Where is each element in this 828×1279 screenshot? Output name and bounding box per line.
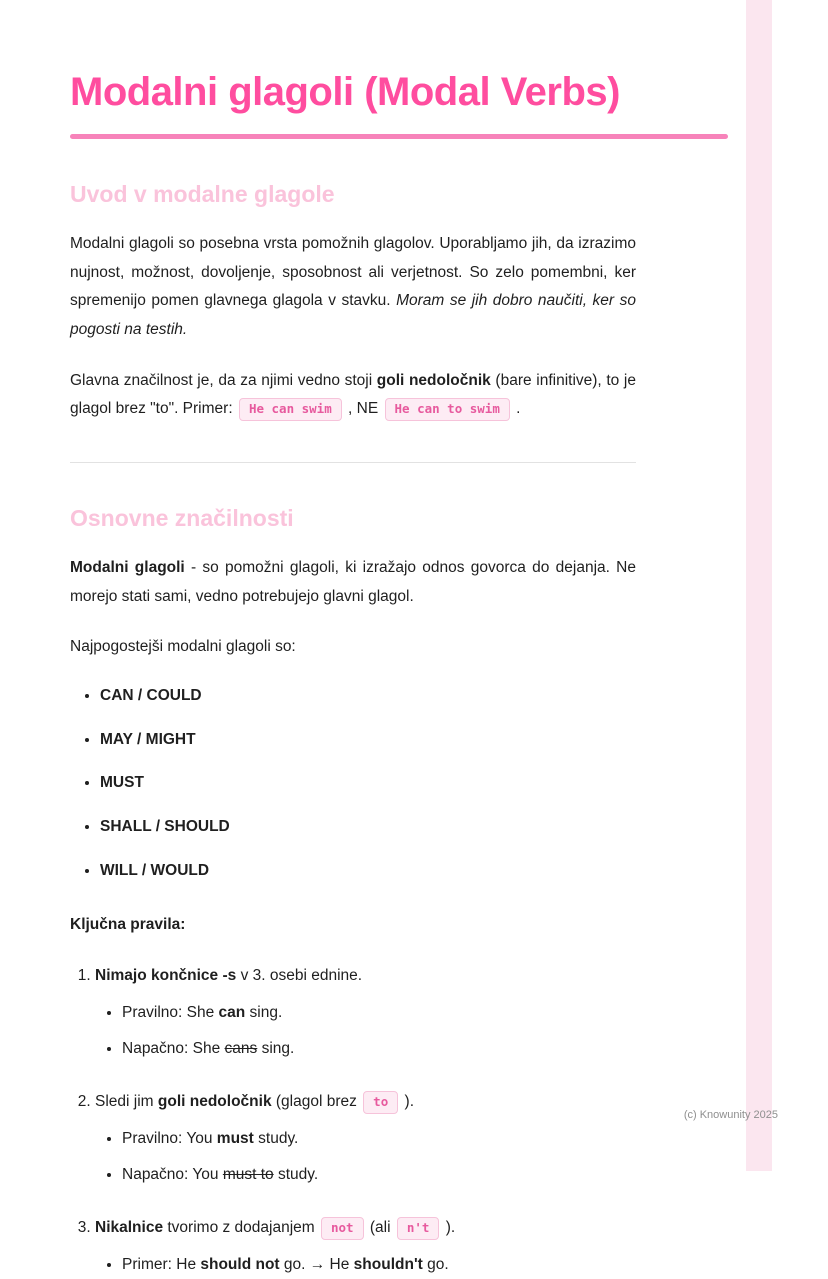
bold-text-run: shouldn't bbox=[353, 1255, 423, 1273]
text-run: tvorimo z dodajanjem bbox=[163, 1219, 319, 1237]
example-wrong bbox=[122, 1035, 636, 1064]
bold-text-run: goli nedoločnik bbox=[157, 1093, 272, 1111]
rule-item-3 bbox=[95, 1214, 636, 1279]
strikethrough-text-run: must to bbox=[222, 1166, 274, 1184]
example-correct bbox=[122, 1125, 636, 1154]
basics-paragraph-1 bbox=[70, 554, 636, 611]
code-chip-he-can-swim: He can swim bbox=[239, 398, 342, 421]
basics-paragraph-2: Najpogostejši modalni glagoli so: bbox=[70, 638, 296, 656]
list-item-must: • MUST bbox=[100, 769, 636, 798]
code-chip-to: to bbox=[363, 1091, 398, 1114]
text-run: study. bbox=[253, 1129, 299, 1147]
section-divider bbox=[70, 462, 636, 463]
rules-heading: Ključna pravila: bbox=[70, 916, 186, 934]
italic-text-run: Moram se jih dobro naučiti, ker so pogosti na testih. bbox=[70, 292, 636, 339]
text-run: ). bbox=[400, 1093, 415, 1111]
list-item-may-might: • MAY / MIGHT bbox=[100, 726, 636, 755]
text-run: - so pomožni glagoli, ki izražajo odnos govorca do dejanja. Ne morejo stati sami, vedno potrebujejo glavni glagol. bbox=[70, 559, 636, 605]
text-run: sing. bbox=[257, 1040, 295, 1058]
page-title: Modalni glagoli (Modal Verbs) bbox=[70, 70, 620, 114]
text-run: Sledi jim bbox=[95, 1093, 158, 1111]
bold-text-run: can bbox=[218, 1003, 246, 1021]
rule-3-examples bbox=[95, 1251, 636, 1279]
text-run: (bare infinitive), to je glagol brez "to". Primer: bbox=[70, 371, 636, 418]
text-run: Pravilno: She bbox=[122, 1003, 219, 1021]
list-item-shall-should: • SHALL / SHOULD bbox=[100, 813, 636, 842]
text-run: Napačno: You bbox=[122, 1166, 223, 1184]
text-run: study. bbox=[273, 1166, 319, 1184]
text-run: , NE bbox=[343, 400, 383, 418]
text-run: sing. bbox=[245, 1003, 283, 1021]
section-heading-uvod: Uvod v modalne glagole bbox=[70, 181, 335, 207]
footer-copyright: (c) Knowunity 2025 bbox=[683, 1109, 778, 1121]
example-correct bbox=[122, 999, 636, 1028]
rule-1-examples bbox=[95, 999, 636, 1064]
text-run: Pravilno: You bbox=[122, 1129, 217, 1147]
text-run: go. → He bbox=[279, 1255, 354, 1273]
text-run: v 3. osebi ednine. bbox=[236, 967, 363, 985]
text-run: Primer: He bbox=[122, 1255, 201, 1273]
intro-paragraph-2 bbox=[70, 367, 636, 424]
text-run: Modalni glagoli so posebna vrsta pomožnih glagolov. Uporabljamo jih, da izrazimo nujnost, možnost, dovoljenje, sposobnost ali verjetnost. So zelo pomembni, ker spremenijo pomen glavnega glagola v stavku. bbox=[70, 235, 636, 310]
example-wrong bbox=[122, 1161, 636, 1190]
code-chip-nt: n't bbox=[397, 1217, 440, 1240]
bold-text-run: should not bbox=[200, 1255, 280, 1273]
modal-verbs-list bbox=[70, 682, 636, 885]
example-primer bbox=[122, 1251, 636, 1279]
rule-2-examples bbox=[95, 1125, 636, 1190]
section-heading-osnovne: Osnovne značilnosti bbox=[70, 505, 294, 532]
code-chip-not: not bbox=[321, 1217, 364, 1240]
list-item-will-would: • WILL / WOULD bbox=[100, 857, 636, 886]
intro-paragraph-1 bbox=[70, 230, 636, 345]
rule-item-2 bbox=[95, 1088, 636, 1190]
bold-text-run: Modalni glagoli bbox=[70, 559, 185, 577]
text-run: (ali bbox=[365, 1219, 395, 1237]
title-underline-bar bbox=[70, 134, 728, 139]
code-chip-he-can-to-swim: He can to swim bbox=[385, 398, 510, 421]
rules-list bbox=[70, 962, 636, 1279]
bold-text-run: Nikalnice bbox=[95, 1219, 164, 1237]
strikethrough-text-run: cans bbox=[224, 1040, 258, 1058]
bold-text-run: must bbox=[216, 1129, 254, 1147]
list-item-can-could: • CAN / COULD bbox=[100, 682, 636, 711]
text-run: . bbox=[511, 400, 521, 418]
text-run: Napačno: She bbox=[122, 1040, 225, 1058]
text-run: Glavna značilnost je, da za njimi vedno stoji bbox=[70, 371, 377, 389]
rule-item-1 bbox=[95, 962, 636, 1064]
text-run: (glagol brez bbox=[271, 1093, 362, 1111]
bold-text-run: goli nedoločnik bbox=[376, 371, 491, 389]
document-content bbox=[70, 0, 636, 1279]
right-accent-stripe bbox=[746, 0, 772, 1171]
text-run: ). bbox=[441, 1219, 456, 1237]
bold-text-run: Nimajo končnice -s bbox=[95, 967, 237, 985]
text-run: go. bbox=[422, 1255, 449, 1273]
